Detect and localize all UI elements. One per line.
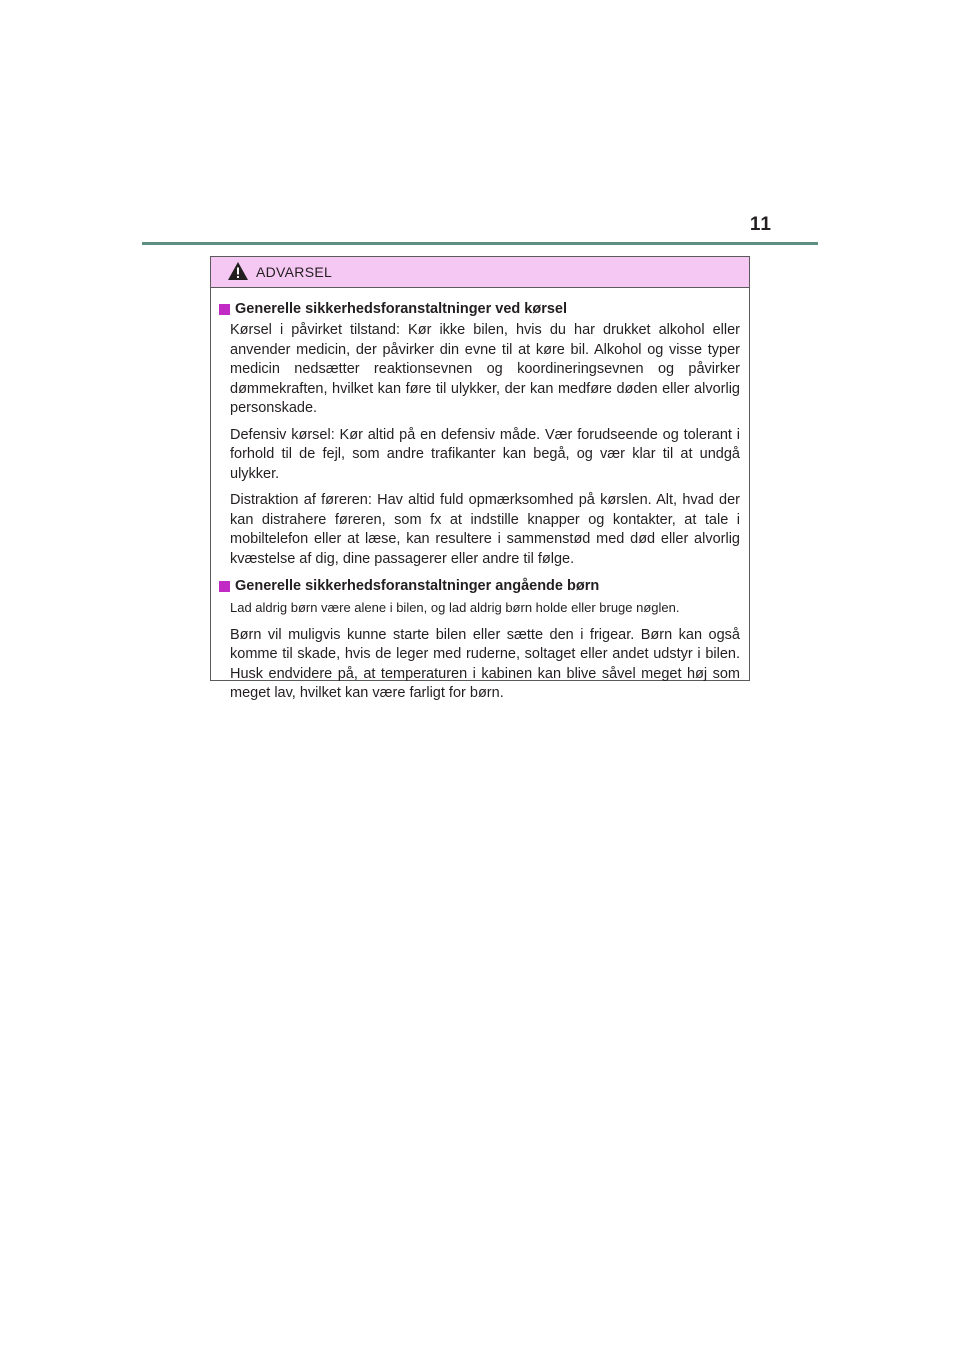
page-number: 11 — [749, 214, 772, 235]
warning-body — [211, 288, 749, 704]
section-heading-text: Generelle sikkerhedsforanstaltninger angående børn — [235, 578, 600, 594]
section-heading-text: Generelle sikkerhedsforanstaltninger ved kørsel — [235, 301, 568, 317]
paragraph: Kørsel i påvirket tilstand: Kør ikke bilen, hvis du har drukket alkohol eller anvender medicin, der påvirker din evne til at køre bil. Alkohol og visse typer medicin nedsætter reaktionsevnen og koordineringsevnen og påvirker dømmekraften, hvilket kan føre til ulykker, der kan medføre døden eller alvorlig personskade. — [230, 322, 740, 416]
warning-box — [210, 256, 750, 701]
paragraph: Børn vil muligvis kunne starte bilen eller sætte den i frigear. Børn kan også komme til skade, hvis de leger med ruderne, soltaget eller andet udstyr i bilen. Husk endvidere på, at temperaturen i kabinen kan blive såvel meget høj som meget lav, hvilket kan være farligt for børn. — [230, 626, 740, 701]
warning-triangle-icon — [227, 261, 249, 281]
square-bullet-icon — [219, 581, 230, 592]
section-heading — [219, 576, 740, 596]
paragraph: Lad aldrig børn være alene i bilen, og lad aldrig børn holde eller bruge nøglen. — [230, 600, 680, 615]
square-bullet-icon — [219, 304, 230, 315]
warning-title: ADVARSEL — [256, 264, 333, 280]
section-heading — [219, 299, 740, 319]
paragraph: Distraktion af føreren: Hav altid fuld opmærksomhed på kørslen. Alt, hvad der kan distrahere føreren, som fx at indstille knapper og kontakter, at tale i mobiltelefon eller at læse, kan resultere i sammenstød med død eller alvorlig kvæstelse af dig, dine passagerer eller andre til følge. — [230, 492, 740, 567]
header-rule — [142, 242, 818, 245]
paragraph: Defensiv kørsel: Kør altid på en defensiv måde. Vær forudseende og tolerant i forhold til de fejl, som andre trafikanter kan begå, og vær klar til at undgå ulykker. — [230, 426, 740, 482]
warning-header — [211, 257, 749, 288]
